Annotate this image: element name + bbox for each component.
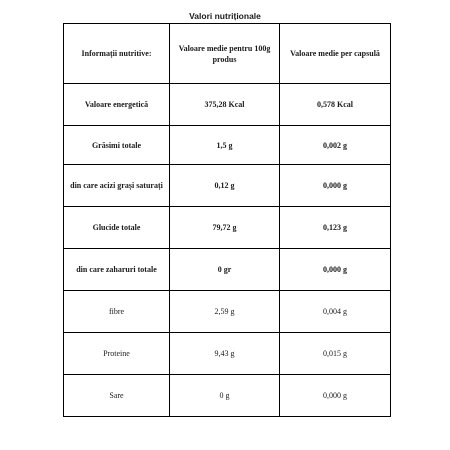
value-per-capsule: 0,000 g <box>280 249 391 291</box>
table-row <box>64 84 391 126</box>
value-per-capsule: 0,015 g <box>280 333 391 375</box>
value-per-100g: 0,12 g <box>170 165 280 207</box>
value-per-capsule: 0,000 g <box>280 375 391 417</box>
table-row <box>64 249 391 291</box>
value-per-capsule: 0,002 g <box>280 126 391 165</box>
value-per-100g: 0 g <box>170 375 280 417</box>
table-row <box>64 375 391 417</box>
table-row <box>64 333 391 375</box>
value-per-100g: 375,28 Kcal <box>170 84 280 126</box>
value-per-capsule: 0,123 g <box>280 207 391 249</box>
value-per-100g: 1,5 g <box>170 126 280 165</box>
page-title: Valori nutriționale <box>189 11 261 21</box>
nutrient-name: Valoare energetică <box>64 84 170 126</box>
value-per-100g: 2,59 g <box>170 291 280 333</box>
value-per-100g: 9,43 g <box>170 333 280 375</box>
table-header-row <box>64 24 391 84</box>
nutrient-name: Grăsimi totale <box>64 126 170 165</box>
header-per-capsule: Valoare medie per capsulă <box>280 24 391 84</box>
value-per-100g: 79,72 g <box>170 207 280 249</box>
value-per-capsule: 0,578 Kcal <box>280 84 391 126</box>
nutrient-name: din care zaharuri totale <box>64 249 170 291</box>
value-per-capsule: 0,004 g <box>280 291 391 333</box>
table-row <box>64 126 391 165</box>
header-nutrition-info: Informații nutritive: <box>64 24 170 84</box>
table-row <box>64 165 391 207</box>
header-per-100g: Valoare medie pentru 100g produs <box>170 24 280 84</box>
table-row <box>64 207 391 249</box>
value-per-capsule: 0,000 g <box>280 165 391 207</box>
nutrient-name: fibre <box>64 291 170 333</box>
nutrient-name: Proteine <box>64 333 170 375</box>
nutrient-name: din care acizi grași saturați <box>64 165 170 207</box>
table-row <box>64 291 391 333</box>
nutrition-table <box>63 23 391 417</box>
nutrient-name: Glucide totale <box>64 207 170 249</box>
value-per-100g: 0 gr <box>170 249 280 291</box>
nutrient-name: Sare <box>64 375 170 417</box>
